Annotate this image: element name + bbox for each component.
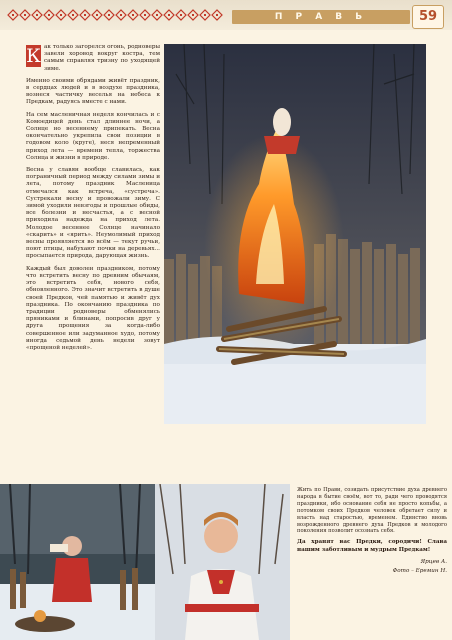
header-band bbox=[0, 0, 452, 30]
portrait-photo-image bbox=[155, 484, 290, 640]
dropcap: К bbox=[26, 45, 41, 67]
article-paragraph-5: Каждый был доволен праздником, потому что встретить весну по древним обычаям, это встретить себя, нового себя, обновленного. Это значит встретить в душе своей Предков, чей памятью и живёт дух праздника. По окончанию праздника по традиции родноверы обменялись пряниками и блинами, попросив друг у друга прощения за когда-либо совершенное или задуманное худо, потому иногда седьмой день недели зовут «прощеной неделей». bbox=[26, 265, 160, 351]
bonfire-photo-image bbox=[164, 44, 426, 424]
article-column bbox=[26, 44, 160, 357]
sidebar-paragraph: Жить по Прави, созидать присутствие духа древнего народа в бытие своём, вот то, ради чего проводятся праздники, ибо основание себя не просто копьбы, а потомком своих Предков человек обретает силу и власть над старостью, временем. Единство вновь возрожденного древнего духа Предков и молодого поколения позволит осознать себя. bbox=[297, 487, 447, 535]
sidebar-text bbox=[297, 487, 447, 576]
article-paragraph-4: Весна у славян вообще славилась, как пограничный период между силами зимы и лета, потому праздник Масленица отмечался как встреча, «сустреча». Сустрекали весну и провожали зиму. С зимой уходили невзгоды и прошлые обиды, все болезни и несчастья, а с весной приходила надежда на приход лета. Молодое весеннее Солнце начинало «скарить» и «ярить». Неумолимый приход весны проявляется во всём — текут ручьи, поют птицы, набухают почки на деревьях... просыпается природа, дарующая жизнь. bbox=[26, 167, 160, 260]
article-paragraph-1 bbox=[26, 44, 160, 73]
ritual-photo bbox=[0, 484, 155, 640]
ritual-photo-image bbox=[0, 484, 155, 640]
closing-line: Да хранят вас Предки, сородичи! Слава нашим заботливым и мудрым Предкам! bbox=[297, 539, 447, 553]
article-paragraph-3: На сем масленичная неделя кончилась и с Комоедицей день стал длиннее ночи, а Солнце но весеннему припекать. Весна окончательно укрепила свои позиции в годовом коло (круге), неся непременный приход лета — времени тепла, торжества Солнца и жизни в природе. bbox=[26, 111, 160, 161]
section-title-bar bbox=[232, 10, 410, 24]
portrait-photo bbox=[155, 484, 290, 640]
section-title: П Р А В Ь bbox=[274, 12, 368, 22]
page-number: 59 bbox=[412, 5, 444, 29]
article-paragraph-2: Именно своими обрядами живёт праздник, в сердцах людей и в воздухе праздника, вознеся частичку веселья на небеса к Предкам, радуясь вместе с нами. bbox=[26, 77, 160, 106]
bonfire-photo bbox=[164, 44, 426, 424]
photo-credit: Фото – Еремин Н. bbox=[392, 567, 447, 574]
ornament-pattern-icon bbox=[6, 8, 228, 22]
article-paragraph-1-text: ак только загорелся огонь, родноверы завели хоровод вокруг костра, тем самым справляя тризну по уходящей зиме. bbox=[44, 44, 160, 72]
author-signature: Ярцев А. bbox=[420, 558, 447, 565]
header-ornament bbox=[6, 8, 228, 22]
